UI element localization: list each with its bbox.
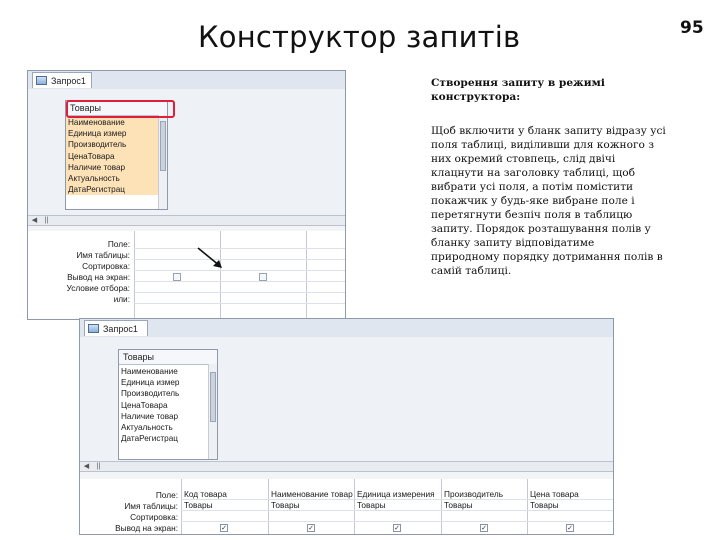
grid-field-cell[interactable]: Цена товара [530,489,579,499]
grid-row-label-table: Имя таблицы: [76,250,130,260]
scroll-pause-icon: || [96,463,101,470]
field-item[interactable]: Актуальность [68,173,120,183]
show-checkbox-checked[interactable]: ✓ [481,525,487,532]
tab-query1[interactable] [84,320,148,336]
field-item[interactable]: Производитель [68,140,127,150]
scroll-left-icon[interactable]: ◀ [83,463,90,470]
tab-query1[interactable] [32,72,92,88]
table-box-products[interactable] [118,349,218,460]
field-item[interactable]: Производитель [121,389,180,399]
grid-field-cell[interactable]: Производитель [444,489,504,499]
field-item[interactable]: ДатаРегистрац [121,434,178,444]
grid-row-label-table: Имя таблицы: [124,501,178,511]
field-list-scrollbar[interactable] [208,364,217,459]
field-item[interactable]: Единица измер [68,129,127,139]
grid-table-cell[interactable]: Товары [184,500,213,510]
table-pane-scrollbar[interactable] [28,215,345,226]
drag-arrow-icon [196,246,226,272]
grid-row-label-show: Вывод на экран: [115,523,178,533]
field-item[interactable]: Единица измер [121,378,180,388]
field-item[interactable]: Наименование [121,367,178,376]
field-item[interactable]: Наличие товар [121,411,179,421]
query-icon [88,324,99,333]
tab-label: Запрос1 [103,324,138,334]
tab-strip [80,319,613,338]
query-grid [28,231,345,319]
table-pane [80,337,613,461]
page-number: 95 [680,18,704,38]
table-pane-scrollbar[interactable] [80,461,613,472]
show-checkbox[interactable] [173,273,181,281]
grid-row-label-field: Поле: [155,490,178,500]
grid-row-label-sort: Сортировка: [82,261,130,271]
grid-table-cell[interactable]: Товары [444,500,473,510]
grid-table-cell[interactable]: Товары [357,500,386,510]
field-item[interactable]: ЦенаТовара [68,151,115,161]
query-icon [36,76,47,85]
field-item[interactable]: ДатаРегистрац [68,185,125,195]
show-checkbox-checked[interactable]: ✓ [394,525,400,532]
explanation-text [431,76,666,278]
grid-row-label-criteria: Условие отбора: [66,283,130,293]
field-list [119,366,217,444]
grid-table-cell[interactable]: Товары [530,500,559,510]
text-heading: Створення запиту в режимі конструктора: [431,77,605,103]
grid-row-label-or: или: [113,294,130,304]
grid-row-label-show: Вывод на экран: [67,272,130,282]
text-paragraph: Щоб включити у бланк запиту відразу усі поля таблиці, виділивши для кожного з них окремий стовпець, слід двічі клацнути на заголовку таблиці, щоб вибрати усі поля, а потім помістити покажчик у будь-яке вибране поле і перетягнути безпіч поля в таблицю запиту. Порядок розташування полів у бланку запиту відповідатиме природному порядку дотримання полів в самій таблиці. [431,125,666,277]
grid-table-cell[interactable]: Товары [271,500,300,510]
query-grid [80,479,613,534]
table-title[interactable]: Товары [119,350,217,365]
field-list [66,117,167,195]
field-item[interactable]: ЦенаТовара [121,400,168,410]
grid-field-cell[interactable]: Единица измерения [357,489,435,499]
slide-title: Конструктор запитів [198,20,521,54]
show-checkbox[interactable] [259,273,267,281]
field-list-scrollbar[interactable] [158,115,167,209]
show-checkbox-checked[interactable]: ✓ [221,525,227,532]
table-title[interactable]: Товары [66,101,167,116]
query-designer-window-2 [79,318,614,535]
grid-row-label-sort: Сортировка: [130,512,178,522]
scroll-left-icon[interactable]: ◀ [31,217,38,224]
tab-label: Запрос1 [51,76,86,86]
scroll-pause-icon: || [44,217,49,224]
table-title-highlight [66,100,175,118]
field-item[interactable]: Наличие товар [68,162,126,172]
grid-row-label-field: Поле: [107,239,130,249]
grid-field-cell[interactable]: Код товара [184,489,227,499]
show-checkbox-checked[interactable]: ✓ [567,525,573,532]
grid-field-cell[interactable]: Наименование товар [271,489,353,499]
tab-strip [28,71,345,90]
show-checkbox-checked[interactable]: ✓ [308,525,314,532]
field-item[interactable]: Наименование [68,118,125,127]
field-item[interactable]: Актуальность [121,422,173,432]
